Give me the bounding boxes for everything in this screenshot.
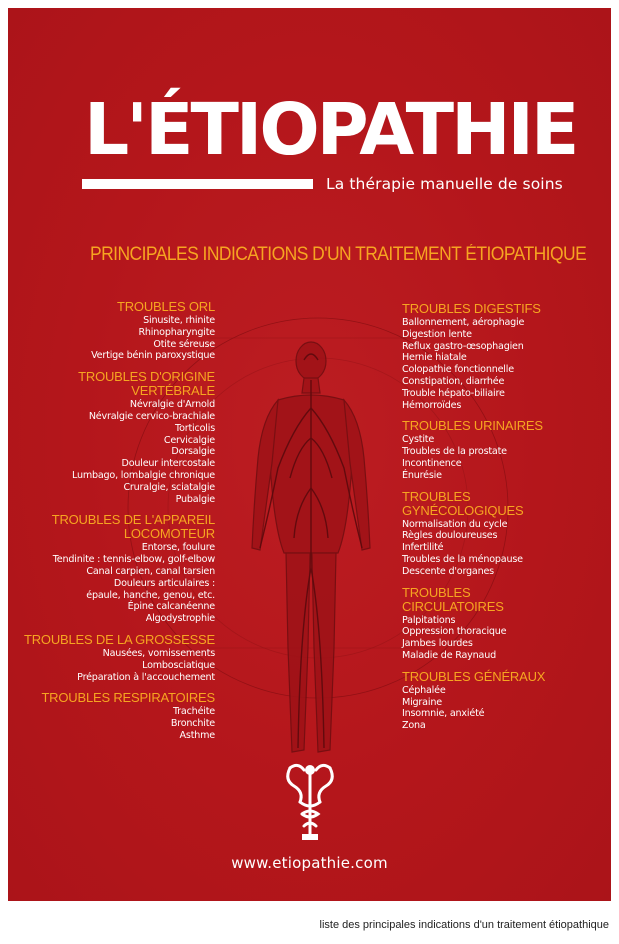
section-title: TROUBLES URINAIRES — [402, 418, 543, 434]
section-title-line: TROUBLES — [402, 488, 471, 504]
title-underline-bar — [82, 179, 313, 189]
indication-section — [402, 586, 607, 662]
indication-item: Digestion lente — [402, 328, 472, 340]
section-title-line: LOCOMOTEUR — [123, 526, 215, 542]
indication-item: Énurésie — [402, 469, 442, 481]
indication-section — [402, 302, 607, 411]
section-title-line: VERTÉBRALE — [131, 383, 215, 399]
indication-item: Hémorroïdes — [402, 399, 462, 411]
indication-item: Névralgie d'Arnold — [129, 399, 215, 411]
poster-subtitle: La thérapie manuelle de soins — [326, 175, 563, 193]
indication-item: Zona — [402, 720, 426, 732]
indication-item: Sinusite, rhinite — [143, 315, 215, 326]
indication-item: Troubles de la prostate — [402, 446, 507, 458]
indication-section — [402, 490, 607, 578]
section-items — [8, 399, 215, 505]
indication-item: Cervicalgie — [163, 434, 215, 446]
indication-item: Tendinite : tennis-elbow, golf-elbow — [52, 554, 215, 566]
indication-item: Dorsalgie — [171, 446, 215, 458]
poster — [8, 8, 611, 901]
indication-item: Torticolis — [175, 422, 215, 434]
section-items — [8, 706, 215, 741]
indication-item: Pubalgie — [175, 493, 215, 505]
indication-item: Constipation, diarrhée — [402, 375, 505, 387]
section-title — [402, 490, 607, 518]
indication-item: Troubles de la ménopause — [402, 553, 523, 565]
section-title-line: GYNÉCOLOGIQUES — [402, 502, 524, 518]
section-title-line: TROUBLES DE L'APPAREIL — [51, 512, 215, 528]
indication-item: Cruralgie, sciatalgie — [123, 481, 215, 493]
section-title: TROUBLES RESPIRATOIRES — [41, 690, 215, 706]
section-items — [402, 317, 607, 411]
indication-section — [402, 670, 607, 732]
indication-item: Névralgie cervico-brachiale — [88, 410, 215, 422]
indication-item: Normalisation du cycle — [402, 518, 508, 530]
section-items — [8, 542, 215, 625]
left-indications-column — [8, 300, 215, 750]
indication-section — [402, 419, 607, 481]
indication-item: Nausées, vomissements — [102, 647, 215, 659]
indication-item: Canal carpien, canal tarsien — [86, 565, 215, 577]
section-title-line: CIRCULATOIRES — [402, 598, 504, 614]
indication-item: Descente d'organes — [402, 565, 494, 577]
indication-item: Oppression thoracique — [402, 626, 507, 638]
indication-item: Asthme — [179, 729, 215, 741]
indication-item: Douleurs articulaires : — [113, 577, 215, 589]
indication-item: Vertige bénin paroxystique — [91, 350, 215, 362]
indication-section — [8, 370, 215, 505]
indication-item: Insomnie, anxiété — [402, 708, 485, 720]
section-title — [402, 586, 607, 614]
section-items — [402, 519, 607, 578]
section-title: TROUBLES DIGESTIFS — [402, 301, 541, 316]
website-link[interactable]: www.etiopathie.com — [231, 854, 388, 872]
indication-item: Ballonnement, aérophagie — [402, 317, 525, 328]
indication-item: Otite séreuse — [153, 338, 215, 350]
indications-headline: PRINCIPALES INDICATIONS D'UN TRAITEMENT ÉTIOPATHIQUE — [90, 244, 587, 265]
indication-item: Maladie de Raynaud — [402, 649, 496, 661]
caduceus-logo-icon — [280, 758, 340, 848]
indication-section — [8, 513, 215, 625]
indication-item: Douleur intercostale — [121, 458, 215, 470]
indication-item: Algodystrophie — [145, 613, 215, 625]
indication-item: Lumbago, lombalgie chronique — [71, 469, 215, 481]
indication-section — [8, 691, 215, 741]
indication-item: Colopathie fonctionnelle — [402, 364, 514, 376]
indication-item: Céphalée — [402, 684, 446, 696]
indication-item: Épine calcanéenne — [127, 601, 215, 613]
section-items — [402, 685, 607, 732]
indication-item: Trouble hépato-biliaire — [402, 387, 505, 399]
indication-item: Règles douloureuses — [402, 530, 498, 542]
section-items — [402, 434, 607, 481]
indication-item: épaule, hanche, genou, etc. — [86, 589, 215, 601]
indication-item: Migraine — [402, 696, 442, 708]
indication-item: Palpitations — [402, 614, 456, 626]
section-title: TROUBLES DE LA GROSSESSE — [24, 631, 215, 647]
section-title-line: TROUBLES — [402, 584, 471, 600]
indication-item: Trachéite — [172, 706, 215, 718]
section-title — [8, 370, 215, 398]
section-items — [8, 315, 215, 362]
indication-item: Cystite — [402, 434, 435, 446]
indication-item: Infertilité — [402, 542, 444, 554]
indication-section — [8, 300, 215, 362]
indication-item: Hernie hiatale — [402, 352, 467, 364]
indication-section — [8, 633, 215, 683]
indication-item: Préparation à l'accouchement — [77, 671, 215, 683]
section-title: TROUBLES GÉNÉRAUX — [402, 668, 546, 684]
indication-item: Bronchite — [170, 718, 215, 730]
image-caption: liste des principales indications d'un traitement étiopathique — [319, 919, 609, 931]
section-items — [8, 648, 215, 683]
indication-item: Incontinence — [402, 457, 462, 469]
section-title — [8, 513, 215, 541]
right-indications-column — [402, 302, 607, 740]
poster-title: L'ÉTIOPATHIE — [84, 88, 577, 171]
indication-item: Rhinopharyngite — [138, 326, 215, 338]
section-items — [402, 615, 607, 662]
section-title-line: TROUBLES D'ORIGINE — [78, 369, 215, 385]
section-title: TROUBLES ORL — [116, 299, 215, 314]
indication-item: Entorse, foulure — [141, 542, 215, 554]
indication-item: Reflux gastro-œsophagien — [402, 340, 524, 352]
indication-item: Lombosciatique — [142, 659, 215, 671]
indication-item: Jambes lourdes — [402, 638, 473, 650]
